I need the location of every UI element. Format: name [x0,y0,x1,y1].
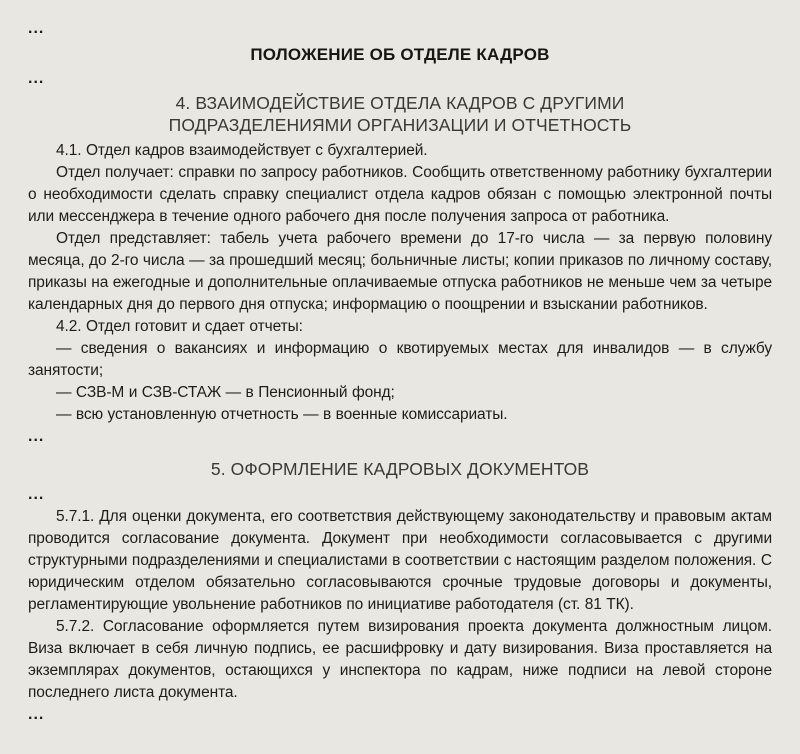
ellipsis-marker: ... [28,20,45,37]
list-item-military: — всю установленную отчетность — в военные комиссариаты. [56,406,508,423]
paragraph-otdel-poluchaet: Отдел получает: справки по запросу работников. Сообщить ответственному работнику бухгалтерии о необходимости сделать справку специалист отдела кадров обязан с помощью электронной почты или мессенджера в течение одного рабочего дня после получения запроса от работника. [28,164,772,225]
ellipsis-marker: ... [28,428,45,445]
ellipsis-marker: ... [28,70,45,87]
paragraph-4-1: 4.1. Отдел кадров взаимодействует с бухгалтерией. [56,142,428,159]
section5-heading: 5. ОФОРМЛЕНИЕ КАДРОВЫХ ДОКУМЕНТОВ [210,459,590,479]
list-item-szv: — СЗВ-М и СЗВ-СТАЖ — в Пенсионный фонд; [56,384,395,401]
page-title: ПОЛОЖЕНИЕ ОБ ОТДЕЛЕ КАДРОВ [250,45,550,64]
list-item-vacancies: — сведения о вакансиях и информацию о квотируемых местах для инвалидов — в службу занятости; [28,340,772,379]
section4-heading [28,92,772,136]
ellipsis-marker: ... [28,486,45,503]
paragraph-5-7-2: 5.7.2. Согласование оформляется путем визирования проекта документа должностным лицом. Виза включает в себя личную подпись, ее расшифровку и дату визирования. Виза проставляется на экземплярах документов, остающихся у инспектора по кадрам, ниже подписи на левой стороне последнего листа документа. [28,618,772,701]
section4-heading-line1: 4. ВЗАИМОДЕЙСТВИЕ ОТДЕЛА КАДРОВ С ДРУГИМИ [175,93,625,113]
paragraph-otdel-predstavlyaet: Отдел представляет: табель учета рабочего времени до 17-го числа — за первую половину месяца, до 2-го числа — за прошедший месяц; больничные листы; копии приказов по личному составу, приказы на ежегодные и дополнительные оплачиваемые отпуска работников не меньше чем за четыре календарных дня до первого дня отпуска; информацию о поощрении и взыскании работников. [28,230,772,313]
paragraph-5-7-1: 5.7.1. Для оценки документа, его соответствия действующему законодательству и правовым актам проводится согласование документа. Документ при необходимости согласовывается с другими структурными подразделениями и специалистами в соответствии с настоящим разделом положения. С юридическим отделом обязательно согласовываются срочные трудовые договоры и документы, регламентирующие увольнение работников по инициативе работодателя (ст. 81 ТК). [28,508,772,613]
section4-heading-line2: ПОДРАЗДЕЛЕНИЯМИ ОРГАНИЗАЦИИ И ОТЧЕТНОСТЬ [168,115,632,135]
paragraph-4-2: 4.2. Отдел готовит и сдает отчеты: [56,318,303,335]
ellipsis-marker: ... [28,706,45,723]
